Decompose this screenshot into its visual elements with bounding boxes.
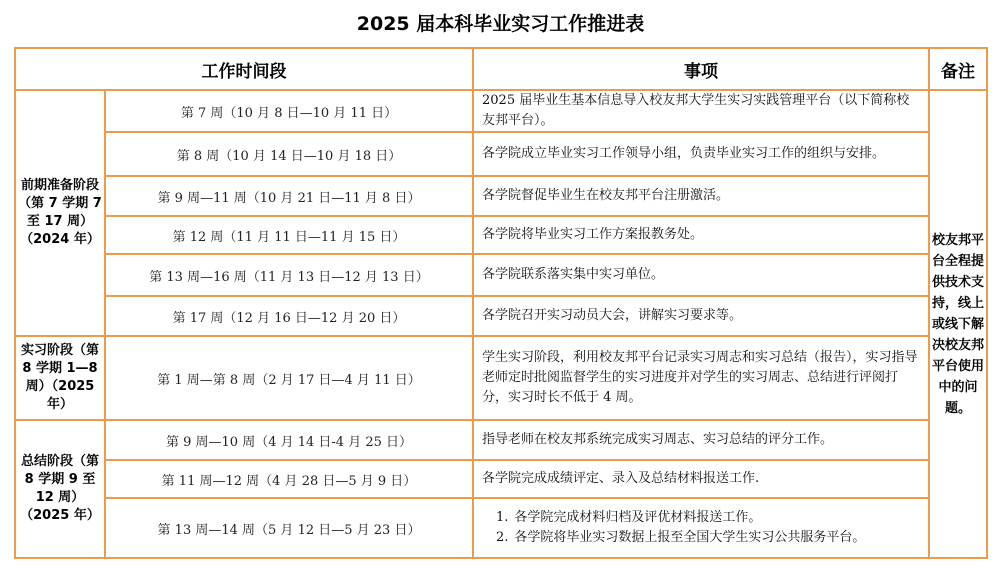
period-cell: 第 9 周—11 周（10 月 21 日—11 月 8 日） [105,176,473,216]
list-item [496,508,920,528]
period-cell: 第 13 周—16 周（11 月 13 日—12 月 13 日） [105,254,473,296]
period-cell: 第 11 周—12 周（4 月 28 日—5 月 9 日） [105,460,473,498]
period-cell: 第 17 周（12 月 16 日—12 月 20 日） [105,296,473,336]
item-cell: 各学院督促毕业生在校友邦平台注册激活。 [473,176,929,216]
item-cell: 各学院召开实习动员大会，讲解实习要求等。 [473,296,929,336]
list-item-text: 各学院完成材料归档及评优材料报送工作。 [514,510,762,525]
note-cell: 校友邦平台全程提供技术支持，线上或线下解决校友邦平台使用中的问题。 [929,90,987,558]
period-cell: 第 1 周—第 8 周（2 月 17 日—4 月 11 日） [105,336,473,420]
item-cell: 各学院完成成绩评定、录入及总结材料报送工作. [473,460,929,498]
item-cell: 学生实习阶段，利用校友邦平台记录实习周志和实习总结（报告），实习指导老师定时批阅监督学生的实习进度并对学生的实习周志、总结进行评阅打分，实习时长不低于 4 周。 [473,336,929,420]
table-row [15,498,987,558]
period-cell: 第 9 周—10 周（4 月 14 日-4 月 25 日） [105,420,473,460]
page-title: 2025 届本科毕业实习工作推进表 [356,13,645,35]
table-row [15,254,987,296]
phase-preparation: 前期准备阶段（第 7 学期 7 至 17 周）（2024 年） [15,90,105,336]
item-cell: 各学院将毕业实习工作方案报教务处。 [473,216,929,254]
work-schedule-table [14,47,988,559]
period-cell: 第 7 周（10 月 8 日—10 月 11 日） [105,90,473,132]
table-row [15,460,987,498]
item-cell: 指导老师在校友邦系统完成实习周志、实习总结的评分工作。 [473,420,929,460]
list-item-number: 1. [496,510,509,525]
table-row [15,176,987,216]
list-item-number: 2. [496,530,509,545]
header-item: 事项 [473,48,929,90]
item-cell [473,498,929,558]
item-cell: 2025 届毕业生基本信息导入校友邦大学生实习实践管理平台（以下简称校友邦平台）。 [473,90,929,132]
item-list [482,508,920,548]
table-row [15,336,987,420]
table-row [15,296,987,336]
table-row [15,216,987,254]
list-item [496,528,920,548]
header-period: 工作时间段 [15,48,473,90]
period-cell: 第 8 周（10 月 14 日—10 月 18 日） [105,132,473,176]
table-row [15,132,987,176]
item-cell: 各学院联系落实集中实习单位。 [473,254,929,296]
table-row [15,420,987,460]
item-cell: 各学院成立毕业实习工作领导小组，负责毕业实习工作的组织与安排。 [473,132,929,176]
phase-internship: 实习阶段（第 8 学期 1—8 周）（2025 年） [15,336,105,420]
table-header-row [15,48,987,90]
period-cell: 第 13 周—14 周（5 月 12 日—5 月 23 日） [105,498,473,558]
table-row [15,90,987,132]
header-note: 备注 [929,48,987,90]
phase-summary: 总结阶段（第 8 学期 9 至 12 周）（2025 年） [15,420,105,558]
period-cell: 第 12 周（11 月 11 日—11 月 15 日） [105,216,473,254]
list-item-text: 各学院将毕业实习数据上报至全国大学生实习公共服务平台。 [514,530,866,545]
